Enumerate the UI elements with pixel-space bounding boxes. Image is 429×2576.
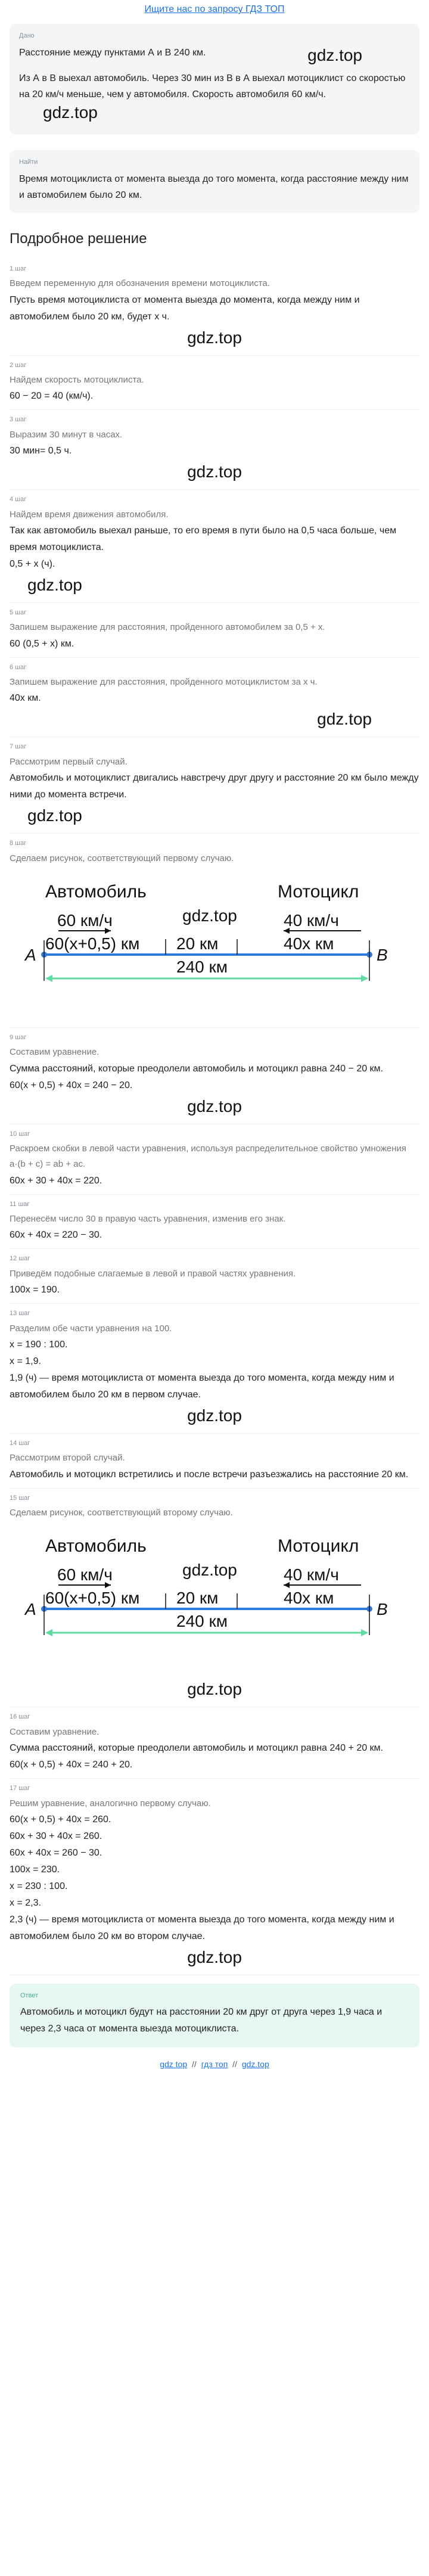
answer-card bbox=[10, 1984, 419, 2047]
step-line: x = 1,9. bbox=[10, 1356, 41, 1366]
solution-step bbox=[10, 603, 419, 658]
figure-car-speed: 60 км/ч bbox=[57, 911, 113, 930]
step-line: Так как автомобиль выехал раньше, то его время в пути было на 0,5 часа больше, чем время мотоциклиста. bbox=[10, 525, 397, 552]
figure-point-a-label: А bbox=[25, 945, 36, 964]
step-line: Пусть время мотоциклиста от момента выезда до момента, когда между ним и автомобилем было 20 км, будет x ч. bbox=[10, 294, 360, 322]
footer-link-gdz-top-ru[interactable]: гдз топ bbox=[201, 2059, 228, 2069]
step-line: 60(x + 0,5) + 40x = 260. bbox=[10, 1814, 111, 1825]
solution-title: Подробное решение bbox=[10, 230, 147, 247]
step-label: 10 шаг bbox=[10, 1130, 30, 1138]
answer-text: Автомобиль и мотоцикл будут на расстоянии 20 км друг от друга через 1,9 часа и через 2,3 часа от момента выезда мотоциклиста. bbox=[20, 2007, 383, 2034]
figure-moto-distance: 40x км bbox=[284, 934, 334, 953]
step-line: x = 230 : 100. bbox=[10, 1881, 68, 1891]
step-hint: Приведём подобные слагаемые в левой и правой частях уравнения. bbox=[10, 1268, 296, 1279]
top-search-link-container bbox=[0, 0, 429, 24]
step-line: 60(x + 0,5) + 40x = 240 + 20. bbox=[10, 1760, 133, 1770]
solution-step bbox=[10, 1124, 419, 1195]
watermark: gdz.top bbox=[307, 45, 362, 64]
solution-step bbox=[10, 1195, 419, 1250]
find-label: Найти bbox=[19, 159, 38, 166]
solution-step bbox=[10, 737, 419, 834]
footer-link-gdz-top[interactable]: gdz top bbox=[160, 2059, 188, 2069]
step-label: 16 шаг bbox=[10, 1713, 30, 1721]
step-label: 3 шаг bbox=[10, 416, 27, 424]
watermark: gdz.top bbox=[187, 1406, 242, 1425]
step-hint: Рассмотрим второй случай. bbox=[10, 1453, 125, 1463]
step-label: 5 шаг bbox=[10, 608, 27, 616]
watermark: gdz.top bbox=[187, 1947, 242, 1966]
figure-second-case-svg bbox=[10, 1528, 415, 1665]
figure-moto-title: Мотоцикл bbox=[278, 1536, 359, 1556]
watermark: gdz.top bbox=[187, 462, 242, 481]
step-hint: Найдем скорость мотоциклиста. bbox=[10, 375, 144, 386]
figure-point-a-label: А bbox=[25, 1600, 36, 1619]
step-hint: Рассмотрим первый случай. bbox=[10, 756, 128, 767]
step-line: 1,9 (ч) — время мотоциклиста от момента выезда до того момента, когда между ним и автомобилем было 20 км в первом случае. bbox=[10, 1372, 394, 1400]
figure-car-distance: 60(x+0,5) км bbox=[45, 934, 140, 953]
step-hint: Введем переменную для обозначения времени мотоциклиста. bbox=[10, 278, 270, 289]
solution-step bbox=[10, 410, 419, 490]
step-line: Автомобиль и мотоцикл встретились и после встречи разъезжались на расстояние 20 км. bbox=[10, 1469, 409, 1480]
step-label: 14 шаг bbox=[10, 1439, 30, 1447]
figure-total-arrow-right bbox=[361, 975, 368, 982]
step-hint: Разделим обе части уравнения на 100. bbox=[10, 1323, 172, 1334]
solution-step bbox=[10, 356, 419, 411]
figure-car-speed: 60 км/ч bbox=[57, 1565, 113, 1584]
given-label: Дано bbox=[19, 32, 35, 39]
step-label: 1 шаг bbox=[10, 265, 27, 272]
step-hint: Выразим 30 минут в часах. bbox=[10, 429, 123, 440]
figure-total-distance: 240 км bbox=[176, 957, 228, 976]
step-line: Автомобиль и мотоциклист двигались навстречу друг другу и расстояние 20 км было между ними до момента встречи. bbox=[10, 773, 419, 800]
figure-total-distance: 240 км bbox=[176, 1612, 228, 1631]
figure-total-arrow-left bbox=[45, 975, 52, 982]
find-card bbox=[10, 150, 419, 213]
figure-point-b-label: В bbox=[377, 1600, 388, 1619]
watermark: gdz.top bbox=[43, 103, 98, 122]
step-line: 60x + 40x = 220 − 30. bbox=[10, 1230, 102, 1241]
given-text-1: Расстояние между пунктами А и В 240 км. bbox=[19, 47, 206, 58]
step-line: 30 мин= 0,5 ч. bbox=[10, 446, 72, 456]
step-label: 8 шаг bbox=[10, 840, 27, 847]
step-line: 0,5 + x (ч). bbox=[10, 558, 55, 569]
figure-total-arrow-right bbox=[361, 1629, 368, 1636]
steps-list bbox=[10, 259, 419, 1975]
step-hint: Сделаем рисунок, соответствующий второму случаю. bbox=[10, 1508, 233, 1518]
figure-car-title: Автомобиль bbox=[45, 1536, 147, 1556]
step-label: 9 шаг bbox=[10, 1033, 27, 1041]
figure-car-distance: 60(x+0,5) км bbox=[45, 1589, 140, 1608]
figure-point-b-label: В bbox=[377, 945, 388, 964]
step-hint: Запишем выражение для расстояния, пройденного автомобилем за 0,5 + x. bbox=[10, 622, 325, 633]
figure-second-case bbox=[10, 1521, 419, 1677]
solution-step bbox=[10, 834, 419, 1028]
step-line: x = 190 : 100. bbox=[10, 1339, 68, 1350]
figure-first-case bbox=[10, 866, 419, 1023]
answer-label: Ответ bbox=[20, 1991, 39, 1999]
watermark: gdz.top bbox=[182, 906, 237, 925]
solution-step bbox=[10, 1434, 419, 1489]
watermark: gdz.top bbox=[317, 710, 372, 729]
step-label: 2 шаг bbox=[10, 361, 27, 369]
figure-moto-speed: 40 км/ч bbox=[284, 1565, 339, 1584]
watermark: gdz.top bbox=[187, 328, 242, 347]
step-line: 60 − 20 = 40 (км/ч). bbox=[10, 391, 94, 402]
step-hint: Найдем время движения автомобиля. bbox=[10, 509, 169, 520]
watermark: gdz.top bbox=[187, 1096, 242, 1115]
step-hint: Составим уравнение. bbox=[10, 1047, 100, 1058]
step-line: x = 2,3. bbox=[10, 1897, 41, 1908]
step-label: 12 шаг bbox=[10, 1255, 30, 1263]
step-hint: Перенесём число 30 в правую часть уравнения, изменив его знак. bbox=[10, 1214, 286, 1225]
step-line: 2,3 (ч) — время мотоциклиста от момента выезда до того момента, когда между ним и автомобилем было 20 км во втором случае. bbox=[10, 1914, 394, 1941]
figure-total-arrow-left bbox=[45, 1629, 52, 1636]
footer-separator: // bbox=[192, 2059, 197, 2069]
step-hint: Решим уравнение, аналогично первому случаю. bbox=[10, 1798, 211, 1809]
step-line: 60x + 30 + 40x = 220. bbox=[10, 1175, 102, 1186]
step-label: 7 шаг bbox=[10, 743, 27, 751]
given-text-2: Из А в В выехал автомобиль. Через 30 мин из В в А выехал мотоциклист со скоростью на 20 км/ч меньше, чем у автомобиля. Скорость автомобиля 60 км/ч. bbox=[19, 73, 406, 100]
solution-step bbox=[10, 490, 419, 603]
watermark: gdz.top bbox=[27, 575, 82, 594]
find-text: Время мотоциклиста от момента выезда до того момента, когда расстояние между ним и автомобилем было 20 км. bbox=[19, 173, 409, 200]
solution-step bbox=[10, 1028, 419, 1124]
solution-step bbox=[10, 1304, 419, 1434]
step-line: 100x = 190. bbox=[10, 1285, 60, 1295]
step-line: 60(x + 0,5) + 40x = 240 − 20. bbox=[10, 1080, 133, 1090]
footer-separator: // bbox=[232, 2059, 237, 2069]
solution-step bbox=[10, 1707, 419, 1779]
figure-first-case-svg bbox=[10, 874, 415, 1011]
step-label: 11 шаг bbox=[10, 1200, 30, 1208]
step-hint: Составим уравнение. bbox=[10, 1726, 100, 1737]
figure-moto-title: Мотоцикл bbox=[278, 881, 359, 902]
step-label: 13 шаг bbox=[10, 1310, 30, 1317]
step-hint: Сделаем рисунок, соответствующий первому случаю. bbox=[10, 853, 234, 863]
solution-step bbox=[10, 1779, 419, 1975]
figure-car-title: Автомобиль bbox=[45, 881, 147, 902]
step-label: 4 шаг bbox=[10, 496, 27, 504]
step-label: 17 шаг bbox=[10, 1785, 30, 1792]
solution-step bbox=[10, 1489, 419, 1708]
footer bbox=[10, 2055, 419, 2083]
figure-moto-distance: 40x км bbox=[284, 1589, 334, 1608]
solution-step bbox=[10, 259, 419, 356]
watermark: gdz.top bbox=[187, 1680, 242, 1699]
watermark: gdz.top bbox=[27, 806, 82, 825]
step-line: Сумма расстояний, которые преодолели автомобиль и мотоцикл равна 240 + 20 км. bbox=[10, 1743, 383, 1754]
figure-moto-speed: 40 км/ч bbox=[284, 911, 339, 930]
step-line: 60x + 40x = 260 − 30. bbox=[10, 1847, 102, 1858]
step-hint: Раскроем скобки в левой части уравнения, используя распределительное свойство умножения a·(b + c) = ab + ac. bbox=[10, 1143, 406, 1170]
step-line: Сумма расстояний, которые преодолели автомобиль и мотоцикл равна 240 − 20 км. bbox=[10, 1063, 383, 1074]
step-line: 60x + 30 + 40x = 260. bbox=[10, 1831, 102, 1841]
solution-step bbox=[10, 658, 419, 738]
step-label: 6 шаг bbox=[10, 663, 27, 671]
given-card bbox=[10, 24, 419, 135]
solution-step bbox=[10, 1249, 419, 1304]
step-hint: Запишем выражение для расстояния, пройденного мотоциклистом за x ч. bbox=[10, 677, 318, 688]
watermark: gdz.top bbox=[182, 1561, 237, 1580]
footer-link-gdz-top-domain[interactable]: gdz.top bbox=[241, 2059, 269, 2069]
page bbox=[0, 24, 429, 2095]
figure-gap: 20 км bbox=[176, 1589, 219, 1608]
step-line: 60 (0,5 + x) км. bbox=[10, 638, 74, 649]
step-label: 15 шаг bbox=[10, 1494, 30, 1502]
top-search-link[interactable]: Ищите нас по запросу ГДЗ ТОП bbox=[144, 4, 285, 14]
step-line: 40x км. bbox=[10, 693, 41, 704]
step-line: 100x = 230. bbox=[10, 1864, 60, 1875]
figure-gap: 20 км bbox=[176, 934, 219, 953]
